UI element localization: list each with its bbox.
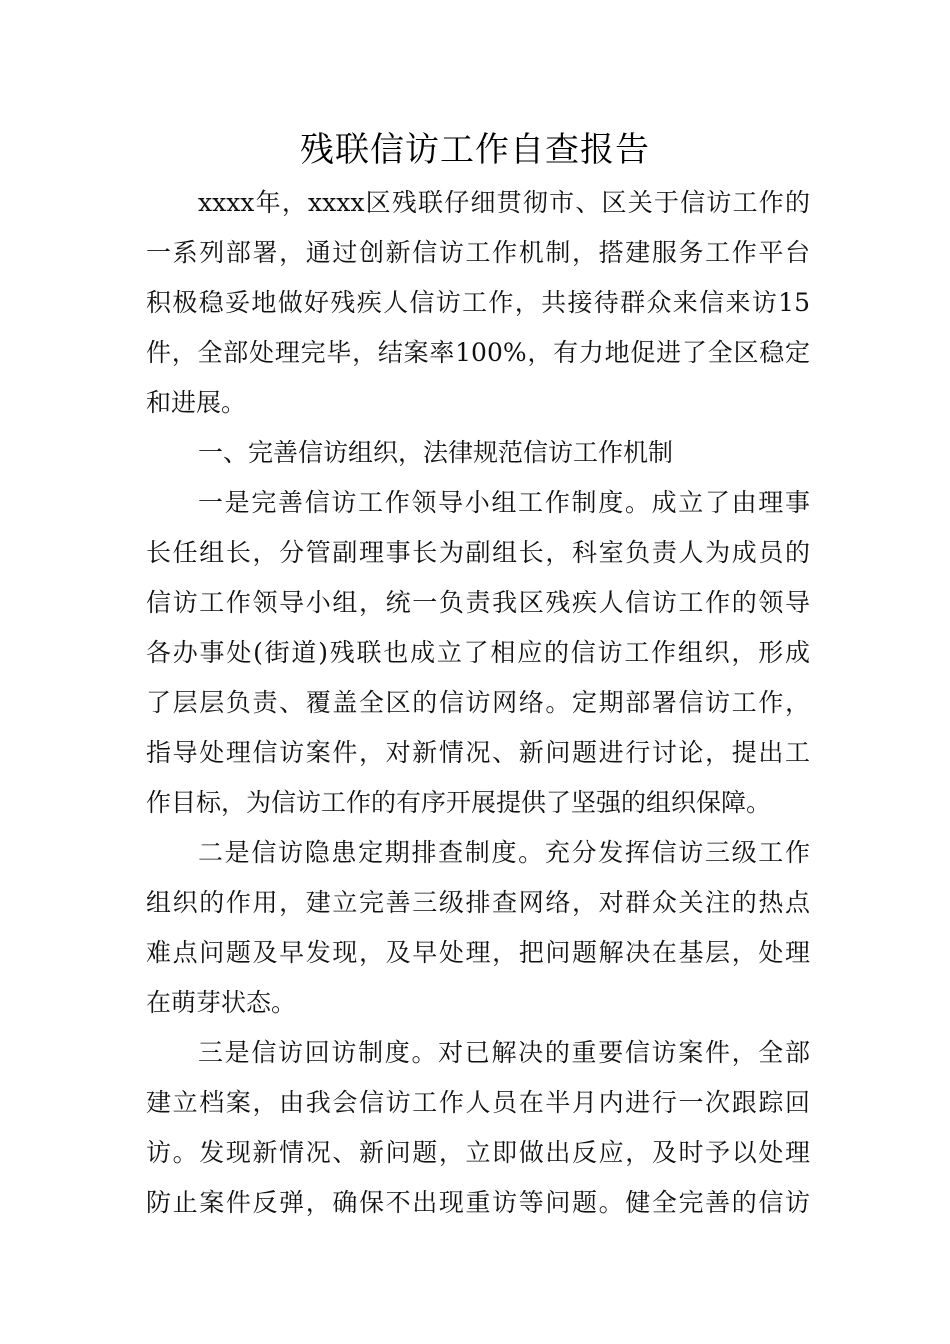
paragraph-line: 组织的作用，建立完善三级排查网络，对群众关注的热点: [146, 888, 810, 917]
paragraph-line: 二是信访隐患定期排查制度。充分发挥信访三级工作: [198, 838, 810, 867]
paragraph-line: 件，全部处理完毕，结案率100%，有力地促进了全区稳定: [146, 338, 810, 367]
document-body: [146, 178, 810, 1228]
paragraph-line: 作目标，为信访工作的有序开展提供了坚强的组织保障。: [146, 788, 772, 817]
paragraph-line: 一是完善信访工作领导小组工作制度。成立了由理事: [198, 488, 810, 517]
paragraph-line: 建立档案，由我会信访工作人员在半月内进行一次跟踪回: [146, 1088, 810, 1117]
paragraph-line: 了层层负责、覆盖全区的信访网络。定期部署信访工作，: [146, 688, 810, 717]
paragraph-line: 在萌芽状态。: [146, 988, 297, 1017]
paragraph-line: 信访工作领导小组，统一负责我区残疾人信访工作的领导: [146, 588, 810, 617]
section-heading: 一、完善信访组织，法律规范信访工作机制: [198, 438, 674, 467]
paragraph-line: 访。发现新情况、新问题，立即做出反应，及时予以处理: [146, 1138, 810, 1167]
paragraph-line: 积极稳妥地做好残疾人信访工作，共接待群众来信来访15: [146, 288, 810, 317]
paragraph-line: 三是信访回访制度。对已解决的重要信访案件，全部: [198, 1038, 810, 1067]
paragraph-line: 指导处理信访案件，对新情况、新问题进行讨论，提出工: [146, 738, 810, 767]
paragraph-line: 和进展。: [146, 388, 247, 417]
paragraph-line: 难点问题及早发现，及早处理，把问题解决在基层，处理: [146, 938, 810, 967]
paragraph-line: 长任组长，分管副理事长为副组长，科室负责人为成员的: [146, 538, 810, 567]
paragraph-line: 各办事处(街道)残联也成立了相应的信访工作组织，形成: [146, 638, 810, 667]
document-title: 残联信访工作自查报告: [300, 130, 650, 170]
paragraph-line: xxxx年，xxxx区残联仔细贯彻市、区关于信访工作的: [198, 188, 810, 217]
paragraph-line: 防止案件反弹，确保不出现重访等问题。健全完善的信访: [146, 1188, 810, 1217]
paragraph-line: 一系列部署，通过创新信访工作机制，搭建服务工作平台: [146, 238, 810, 267]
